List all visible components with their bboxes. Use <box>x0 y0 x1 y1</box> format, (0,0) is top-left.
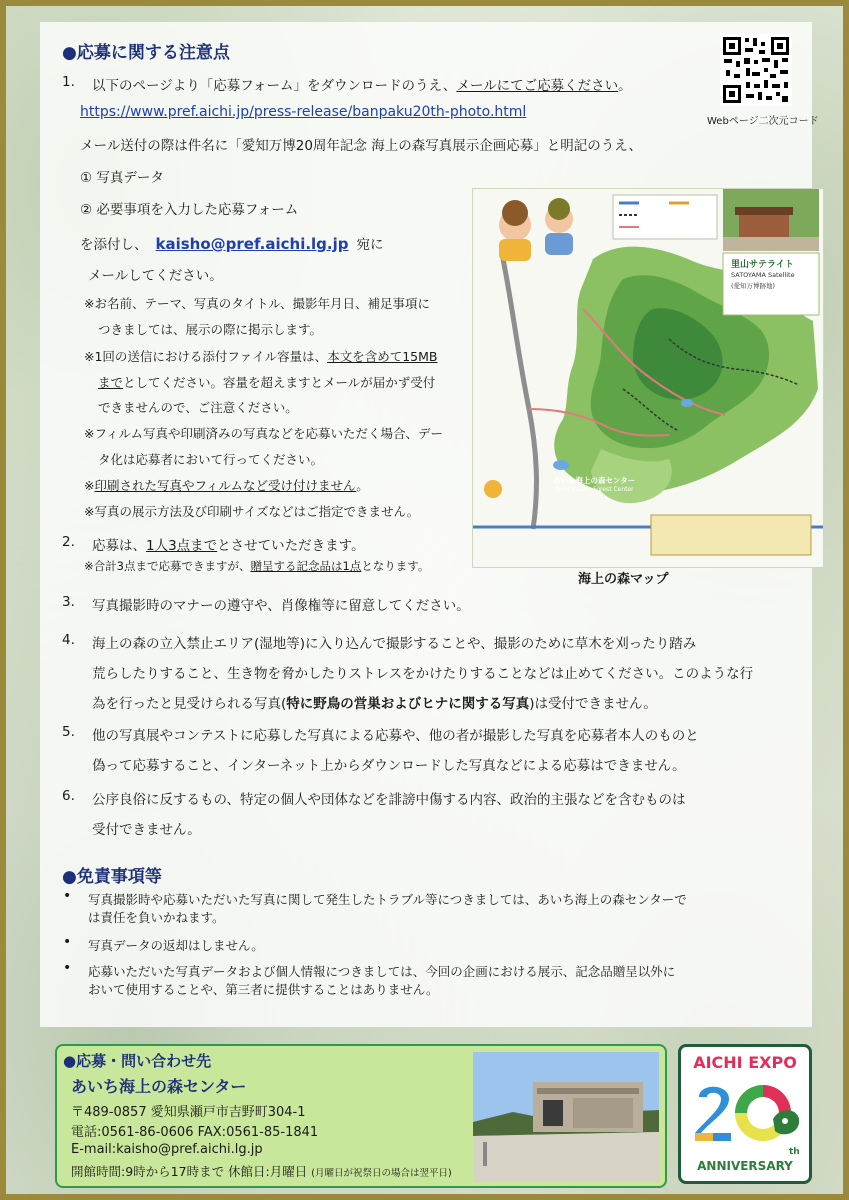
note-2b-underlined: まで <box>98 375 124 390</box>
note-3b: タ化は応募者において行ってください。 <box>98 452 324 467</box>
forest-map[interactable] <box>472 188 824 568</box>
contact-box <box>55 1044 667 1188</box>
contact-address: 〒489-0857 愛知県瀬戸市吉野町304-1 <box>71 1105 306 1120</box>
item-6-line-2: 受付できません。 <box>92 822 201 838</box>
note-2a <box>84 347 437 365</box>
qr-code[interactable] <box>720 34 792 106</box>
attach-line <box>80 233 384 253</box>
item-6-number: 6. <box>62 788 75 804</box>
satoyama-subtitle: SATOYAMA Satellite <box>731 271 795 279</box>
item-4-text: 為を行ったと見受けられる写真( <box>92 696 287 712</box>
item-2-text-end: とさせていただきます。 <box>217 538 365 554</box>
note-2a-underlined: 本文を含めて15MB <box>327 349 438 364</box>
subject-instruction: メール送付の際は件名に「愛知万博20周年記念 海上の森写真展示企画応募」と明記のうえ、 <box>80 138 643 154</box>
item-5-number: 5. <box>62 724 75 740</box>
item-1-number: 1. <box>62 74 75 90</box>
item-2-note-text: ※合計3点まで応募できますが、 <box>84 559 251 573</box>
note-1a: ※お名前、テーマ、写真のタイトル、撮影年月日、補足事項に <box>84 296 430 311</box>
item-2-number: 2. <box>62 534 75 550</box>
logo-top-text: AICHI EXPO <box>693 1053 797 1072</box>
disclaimer-3a: 応募いただいた写真データおよび個人情報につきましては、今回の企画における展示、記念品贈呈以外に <box>88 964 676 979</box>
qr-caption: Webページ二次元コード <box>707 116 819 127</box>
satoyama-desc: (愛知万博跡地) <box>731 282 776 290</box>
center-label: あいち海上の森センター <box>553 476 636 485</box>
contact-hours-text: 開館時間:9時から17時まで 休館日:月曜日 <box>71 1164 308 1179</box>
item-5-line-2: 偽って応募すること、インターネット上からダウンロードした写真などによる応募はできません。 <box>92 758 686 774</box>
bullet: • <box>63 960 72 976</box>
building-photo-illustration <box>473 1052 659 1182</box>
logo-bottom-text: ANNIVERSARY <box>697 1159 793 1173</box>
item-1-text: 以下のページより「応募フォーム」をダウンロードのうえ、 <box>92 78 457 94</box>
item-1-line-1 <box>92 74 632 94</box>
forest-map-illustration <box>473 189 823 567</box>
contact-email-link[interactable]: kaisho@pref.aichi.lg.jp <box>155 235 349 253</box>
bullet: • <box>63 888 72 904</box>
attachment-photo-data: ① 写真データ <box>80 170 164 186</box>
note-3a: ※フィルム写真や印刷済みの写真などを応募いただく場合、デー <box>84 426 443 441</box>
item-4-number: 4. <box>62 632 75 648</box>
bullet: • <box>63 934 72 950</box>
disclaimer-heading: ●免責事項等 <box>62 867 162 887</box>
disclaimer-1b: は責任を負いかねます。 <box>88 910 225 925</box>
logo-th: th <box>789 1147 800 1157</box>
note-2b-text: としてください。容量を超えますとメールが届かず受付 <box>123 375 436 390</box>
item-4-line-1: 海上の森の立入禁止エリア(湿地等)に入り込んで撮影することや、撮影のために草木を刈ったり踏み <box>92 636 697 652</box>
note-4-underlined: 印刷された写真やフィルムなど受け付けません <box>94 478 357 493</box>
item-2-note-end: となります。 <box>361 559 430 573</box>
item-3-text: 写真撮影時のマナーの遵守や、肖像権等に留意してください。 <box>92 598 470 614</box>
note-4 <box>84 476 369 494</box>
item-2-text: 応募は、 <box>92 538 146 554</box>
note-2c: できませんので、ご注意ください。 <box>98 400 298 415</box>
item-4-line-3 <box>92 692 657 712</box>
contact-phone: 電話:0561-86-0606 FAX:0561-85-1841 <box>71 1125 319 1140</box>
contact-email[interactable]: E-mail:kaisho@pref.aichi.lg.jp <box>71 1142 263 1157</box>
logo-20-icon <box>681 1075 809 1155</box>
qr-code-icon <box>720 34 792 106</box>
item-2-note-underlined: 贈呈する記念品は1点 <box>250 559 362 573</box>
contact-hours <box>71 1162 452 1180</box>
note-2b <box>98 373 435 391</box>
item-4-line-2: 荒らしたりすること、生き物を脅かしたりストレスをかけたりすることなどは止めてください。このような行 <box>92 666 754 682</box>
note-4-mark: ※ <box>84 478 95 493</box>
form-url-link[interactable]: https://www.pref.aichi.jp/press-release/banpaku20th-photo.html <box>80 104 527 120</box>
aichi-expo-logo <box>678 1044 812 1184</box>
disclaimer-3b: おいて使用することや、第三者に提供することはありません。 <box>88 982 439 997</box>
item-4-text-end: )は受付できません。 <box>529 696 657 712</box>
notes-heading: ●応募に関する注意点 <box>62 43 230 63</box>
disclaimer-1a: 写真撮影時や応募いただいた写真に関して発生したトラブル等につきましては、あいち海上の森センターで <box>88 892 687 907</box>
item-1-text-end: 。 <box>618 78 632 94</box>
item-6-line-1: 公序良俗に反するもの、特定の個人や団体などを誹謗中傷する内容、政治的主張などを含むものは <box>92 792 686 808</box>
contact-org: あいち海上の森センター <box>71 1077 247 1096</box>
item-5-line-1: 他の写真展やコンテストに応募した写真による応募や、他の者が撮影した写真を応募者本人のものと <box>92 728 699 744</box>
item-1-underlined: メールにてご応募ください <box>456 78 619 94</box>
attach-text-end: 宛に <box>356 237 384 253</box>
note-5: ※写真の展示方法及び印刷サイズなどはご指定できません。 <box>84 504 420 519</box>
item-2-line <box>92 534 365 554</box>
center-building-photo <box>473 1052 659 1182</box>
item-4-bold: 特に野鳥の営巣およびヒナに関する写真 <box>286 696 530 712</box>
attach-text: を添付し、 <box>80 237 148 253</box>
item-2-note <box>84 558 429 574</box>
note-4-end: 。 <box>356 478 369 493</box>
contact-heading: ●応募・問い合わせ先 <box>63 1052 212 1070</box>
disclaimer-2: 写真データの返却はしません。 <box>88 938 264 953</box>
note-1b: つきましては、展示の際に掲示します。 <box>98 322 323 337</box>
send-instruction: メールしてください。 <box>88 268 223 284</box>
center-label-en: Aichi Kaisho Forest Center <box>555 486 634 493</box>
item-2-underlined: 1人3点まで <box>146 538 218 554</box>
note-2a-text: ※1回の送信における添付ファイル容量は、 <box>84 349 328 364</box>
satoyama-title: 里山サテライト <box>731 260 794 270</box>
item-3-number: 3. <box>62 594 75 610</box>
contact-hours-note: (月曜日が祝祭日の場合は翌平日) <box>311 1168 452 1179</box>
map-caption: 海上の森マップ <box>578 572 669 587</box>
attachment-form: ② 必要事項を入力した応募フォーム <box>80 202 299 218</box>
